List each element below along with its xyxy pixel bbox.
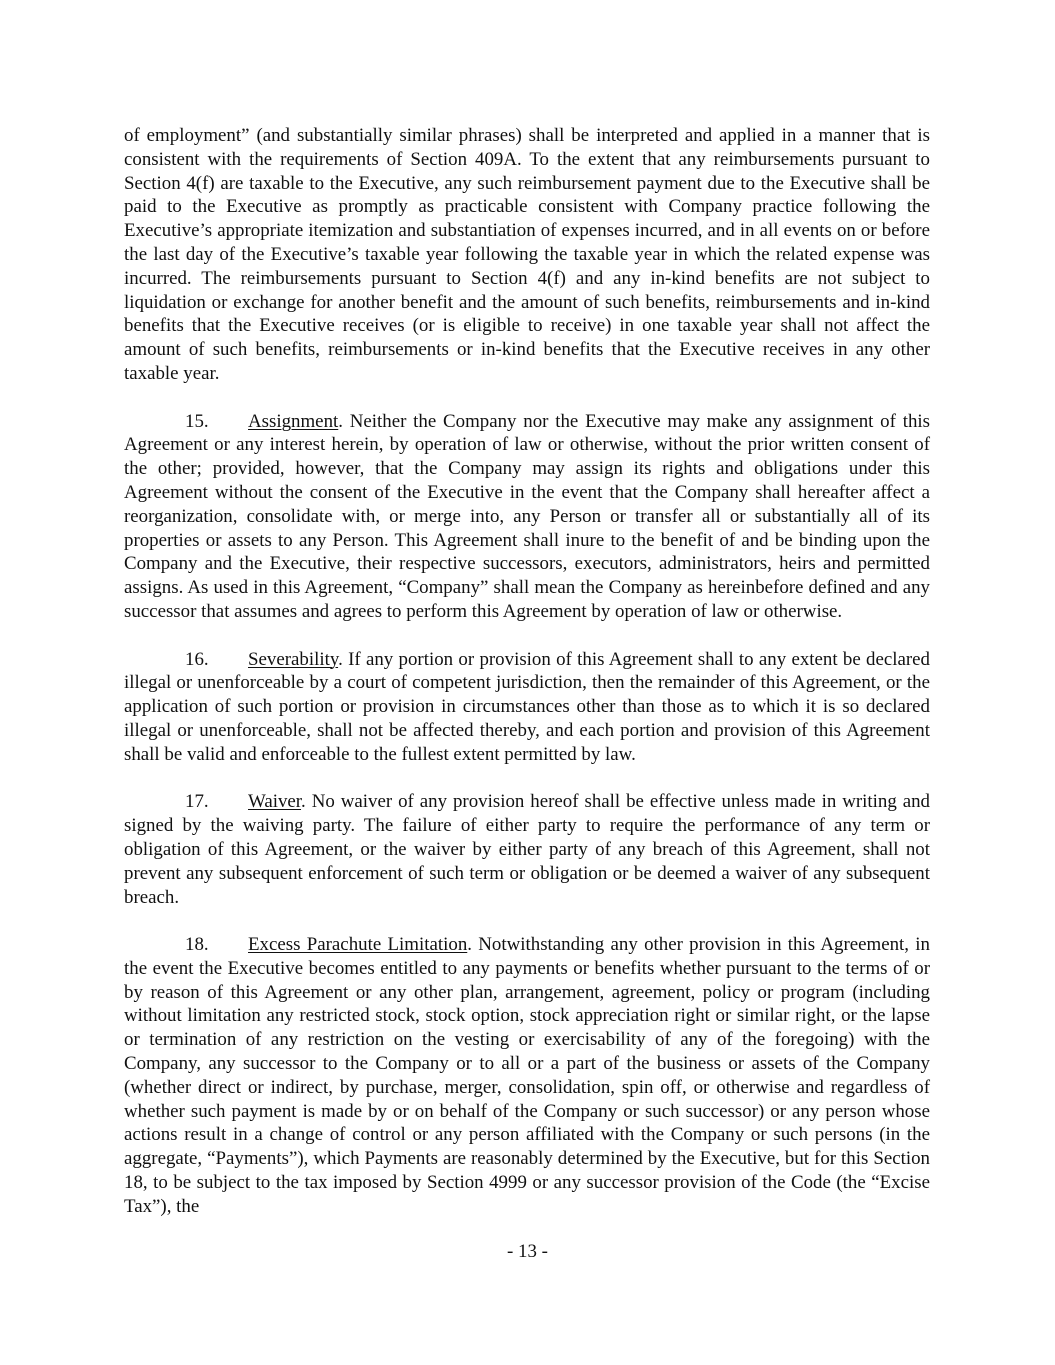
section-number: 17.: [185, 791, 209, 813]
section-17-paragraph: [124, 790, 930, 909]
section-body: . If any portion or provision of this Agreement shall to any extent be declared illegal or unenforceable by a court of competent jurisdiction, then the remainder of this Agreement, or the application of such portion or provision in circumstances other than those as to which it is so declared illegal or unenforceable, shall not be affected thereby, and each portion and provision of this Agreement shall be valid and enforceable to the fullest extent permitted by law.: [124, 648, 930, 765]
section-body: . No waiver of any provision hereof shall be effective unless made in writing and signed by the waiving party. The failure of either party to require the performance of any term or obligation of this Agreement, or the waiver by either party of any breach of this Agreement, shall not prevent any subsequent enforcement of such term or obligation or be deemed a waiver of any subsequent breach.: [124, 791, 930, 908]
section-body: . Notwithstanding any other provision in this Agreement, in the event the Executive becomes entitled to any payments or benefits whether pursuant to the terms of or by reason of this Agreement or any other plan, arrangement, agreement, policy or program (including without limitation any restricted stock, stock option, stock appreciation right or similar right, or the lapse or termination of any restriction on the vesting or exercisability of any of the foregoing) with the Company, any successor to the Company or to all or a part of the business or assets of the Company (whether direct or indirect, by purchase, merger, consolidation, spin off, or otherwise and regardless of whether such payment is made by or on behalf of the Company or such successor) or any person whose actions result in a change of control or any person affiliated with the Company or such persons (in the aggregate, “Payments”), which Payments are reasonably determined by the Executive, but for this Section 18, to be subject to the tax imposed by Section 4999 or any successor provision of the Code (the “Excise Tax”), the: [124, 934, 930, 1217]
section-number: 16.: [185, 648, 209, 670]
section-heading: Waiver: [248, 791, 302, 813]
section-15-paragraph: [124, 410, 930, 624]
section-heading: Excess Parachute Limitation: [248, 934, 468, 956]
document-page: [124, 124, 930, 1242]
continuation-paragraph: of employment” (and substantially similar phrases) shall be interpreted and applied in a manner that is consistent with the requirements of Section 409A. To the extent that any reimbursements pursuant to Section 4(f) are taxable to the Executive, any such reimbursement payment due to the Executive shall be paid to the Executive as promptly as practicable consistent with Company practice following the Executive’s appropriate itemization and substantiation of expenses incurred, and in all events on or before the last day of the Executive’s taxable year following the taxable year in which the related expense was incurred. The reimbursements pursuant to Section 4(f) and any in-kind benefits are not subject to liquidation or exchange for another benefit and the amount of such benefits, reimbursements and in-kind benefits that the Executive receives (or is eligible to receive) in one taxable year shall not affect the amount of such benefits, reimbursements or in-kind benefits that the Executive receives in any other taxable year.: [124, 125, 930, 384]
section-heading: Severability: [248, 648, 339, 670]
section-body: . Neither the Company nor the Executive may make any assignment of this Agreement or any interest herein, by operation of law or otherwise, without the prior written consent of the other; provided, however, that the Company may assign its rights and obligations under this Agreement without the consent of the Executive in the event that the Company shall hereafter affect a reorganization, consolidate with, or merge into, any Person or transfer all or substantially all of its properties or assets to any Person. This Agreement shall inure to the benefit of and be binding upon the Company and the Executive, their respective successors, executors, administrators, heirs and permitted assigns. As used in this Agreement, “Company” shall mean the Company as hereinbefore defined and any successor that assumes and agrees to perform this Agreement by operation of law or otherwise.: [124, 410, 930, 622]
section-number: 18.: [185, 934, 209, 956]
section-16-paragraph: [124, 648, 930, 767]
section-18-paragraph: [124, 933, 930, 1219]
page-number: - 13 -: [507, 1241, 548, 1262]
section-heading: Assignment: [248, 410, 339, 432]
section-number: 15.: [185, 410, 209, 432]
